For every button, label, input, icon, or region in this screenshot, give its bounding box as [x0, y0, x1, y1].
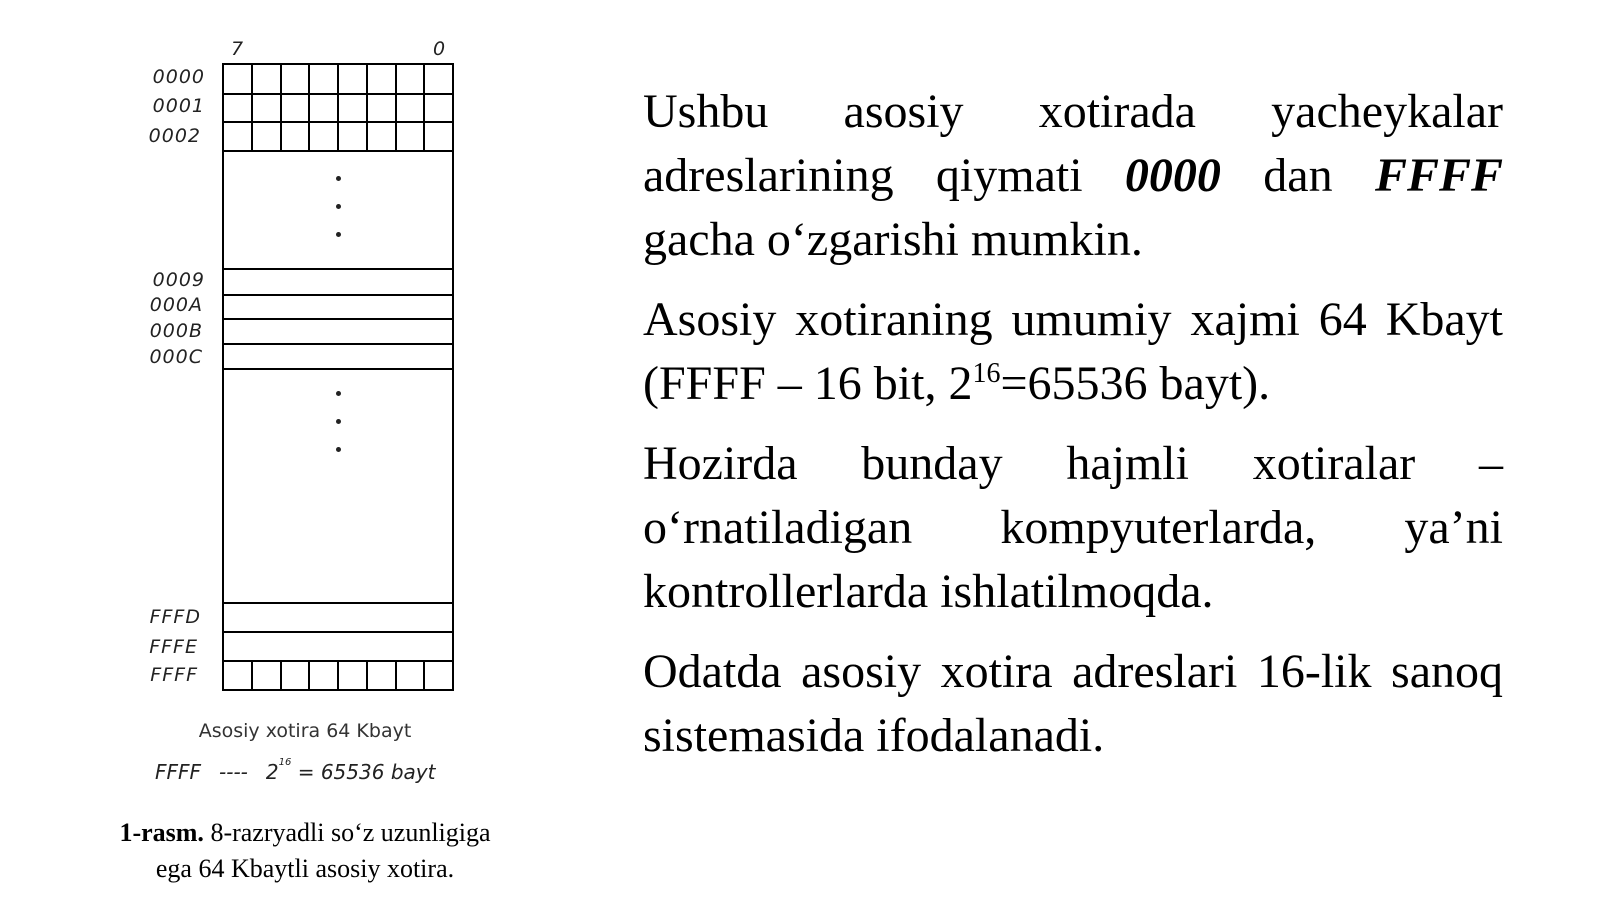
ellipsis-dot: [336, 176, 341, 181]
ellipsis-dot: [336, 204, 341, 209]
paragraph-usage: Hozirda bunday hajmli xotiralar – o‘rnatiladigan kompyuterlarda, ya’ni kontrollerlarda ishlatilmoqda.: [643, 437, 1503, 618]
bit-label-low: 0: [433, 38, 446, 60]
paragraph-memory-size: [643, 288, 1503, 416]
figure-number: 1-rasm.: [119, 818, 204, 847]
formula-base: 2: [265, 760, 279, 784]
address-label: 0009: [152, 269, 205, 291]
ellipsis-dot: [336, 391, 341, 396]
paragraph-text: =65536 bayt).: [1000, 357, 1271, 410]
formula-dash: ----: [219, 760, 248, 784]
memory-cell-0001: [222, 93, 454, 123]
paragraph-text: gacha o‘zgarishi mumkin.: [643, 213, 1143, 266]
figure-caption: [80, 815, 530, 887]
size-formula: [155, 757, 515, 784]
address-label: 0000: [152, 66, 205, 88]
formula-result: = 65536 bayt: [297, 760, 436, 784]
memory-cell-0002: [222, 121, 454, 152]
address-label: 000A: [149, 294, 203, 316]
address-from: 0000: [1124, 149, 1221, 202]
figure-caption-line2: ega 64 Kbaytli asosiy xotira.: [155, 854, 455, 883]
ellipsis-dot: [336, 232, 341, 237]
memory-cell-000A: [222, 294, 454, 320]
memory-cell-0000: [222, 63, 454, 95]
diagram-caption: Asosiy xotira 64 Kbayt: [198, 720, 412, 742]
memory-gap-block: [222, 368, 454, 604]
address-label: 000C: [149, 346, 203, 368]
paragraph-address-range: [643, 80, 1503, 272]
memory-cell-FFFF: [222, 660, 454, 691]
memory-cell-000B: [222, 318, 454, 345]
memory-cell-0009: [222, 268, 454, 296]
address-label: FFFE: [149, 636, 198, 658]
address-label: FFFF: [150, 664, 198, 686]
memory-cell-000C: [222, 343, 454, 370]
power-exponent: 16: [972, 358, 1001, 389]
address-label: 000B: [149, 320, 203, 342]
bit-label-high: 7: [231, 38, 244, 60]
ellipsis-dot: [336, 447, 341, 452]
figure-caption-line1: 8-razryadli so‘z uzunligiga: [210, 818, 491, 847]
memory-cell-FFFD: [222, 602, 454, 633]
address-to: FFFF: [1374, 149, 1503, 202]
ellipsis-dot: [336, 419, 341, 424]
paragraph-text: Asosiy xotiraning umumiy xajmi 64 Kbayt (FFFF – 16 bit, 2: [643, 293, 1503, 410]
paragraph-text: Ushbu asosiy xotirada yacheykalar adreslarining qiymati: [643, 85, 1503, 202]
formula-left: FFFF: [155, 760, 202, 784]
memory-gap-block: [222, 150, 454, 270]
address-label: 0001: [152, 95, 205, 117]
memory-cell-FFFE: [222, 631, 454, 662]
formula-exponent: 16: [278, 757, 292, 769]
paragraph-text: dan: [1220, 149, 1375, 202]
address-label: FFFD: [149, 606, 201, 628]
address-label: 0002: [148, 125, 201, 147]
paragraph-hex-addressing: Odatda asosiy xotira adreslari 16-lik sanoq sistemasida ifodalanadi.: [643, 645, 1503, 762]
